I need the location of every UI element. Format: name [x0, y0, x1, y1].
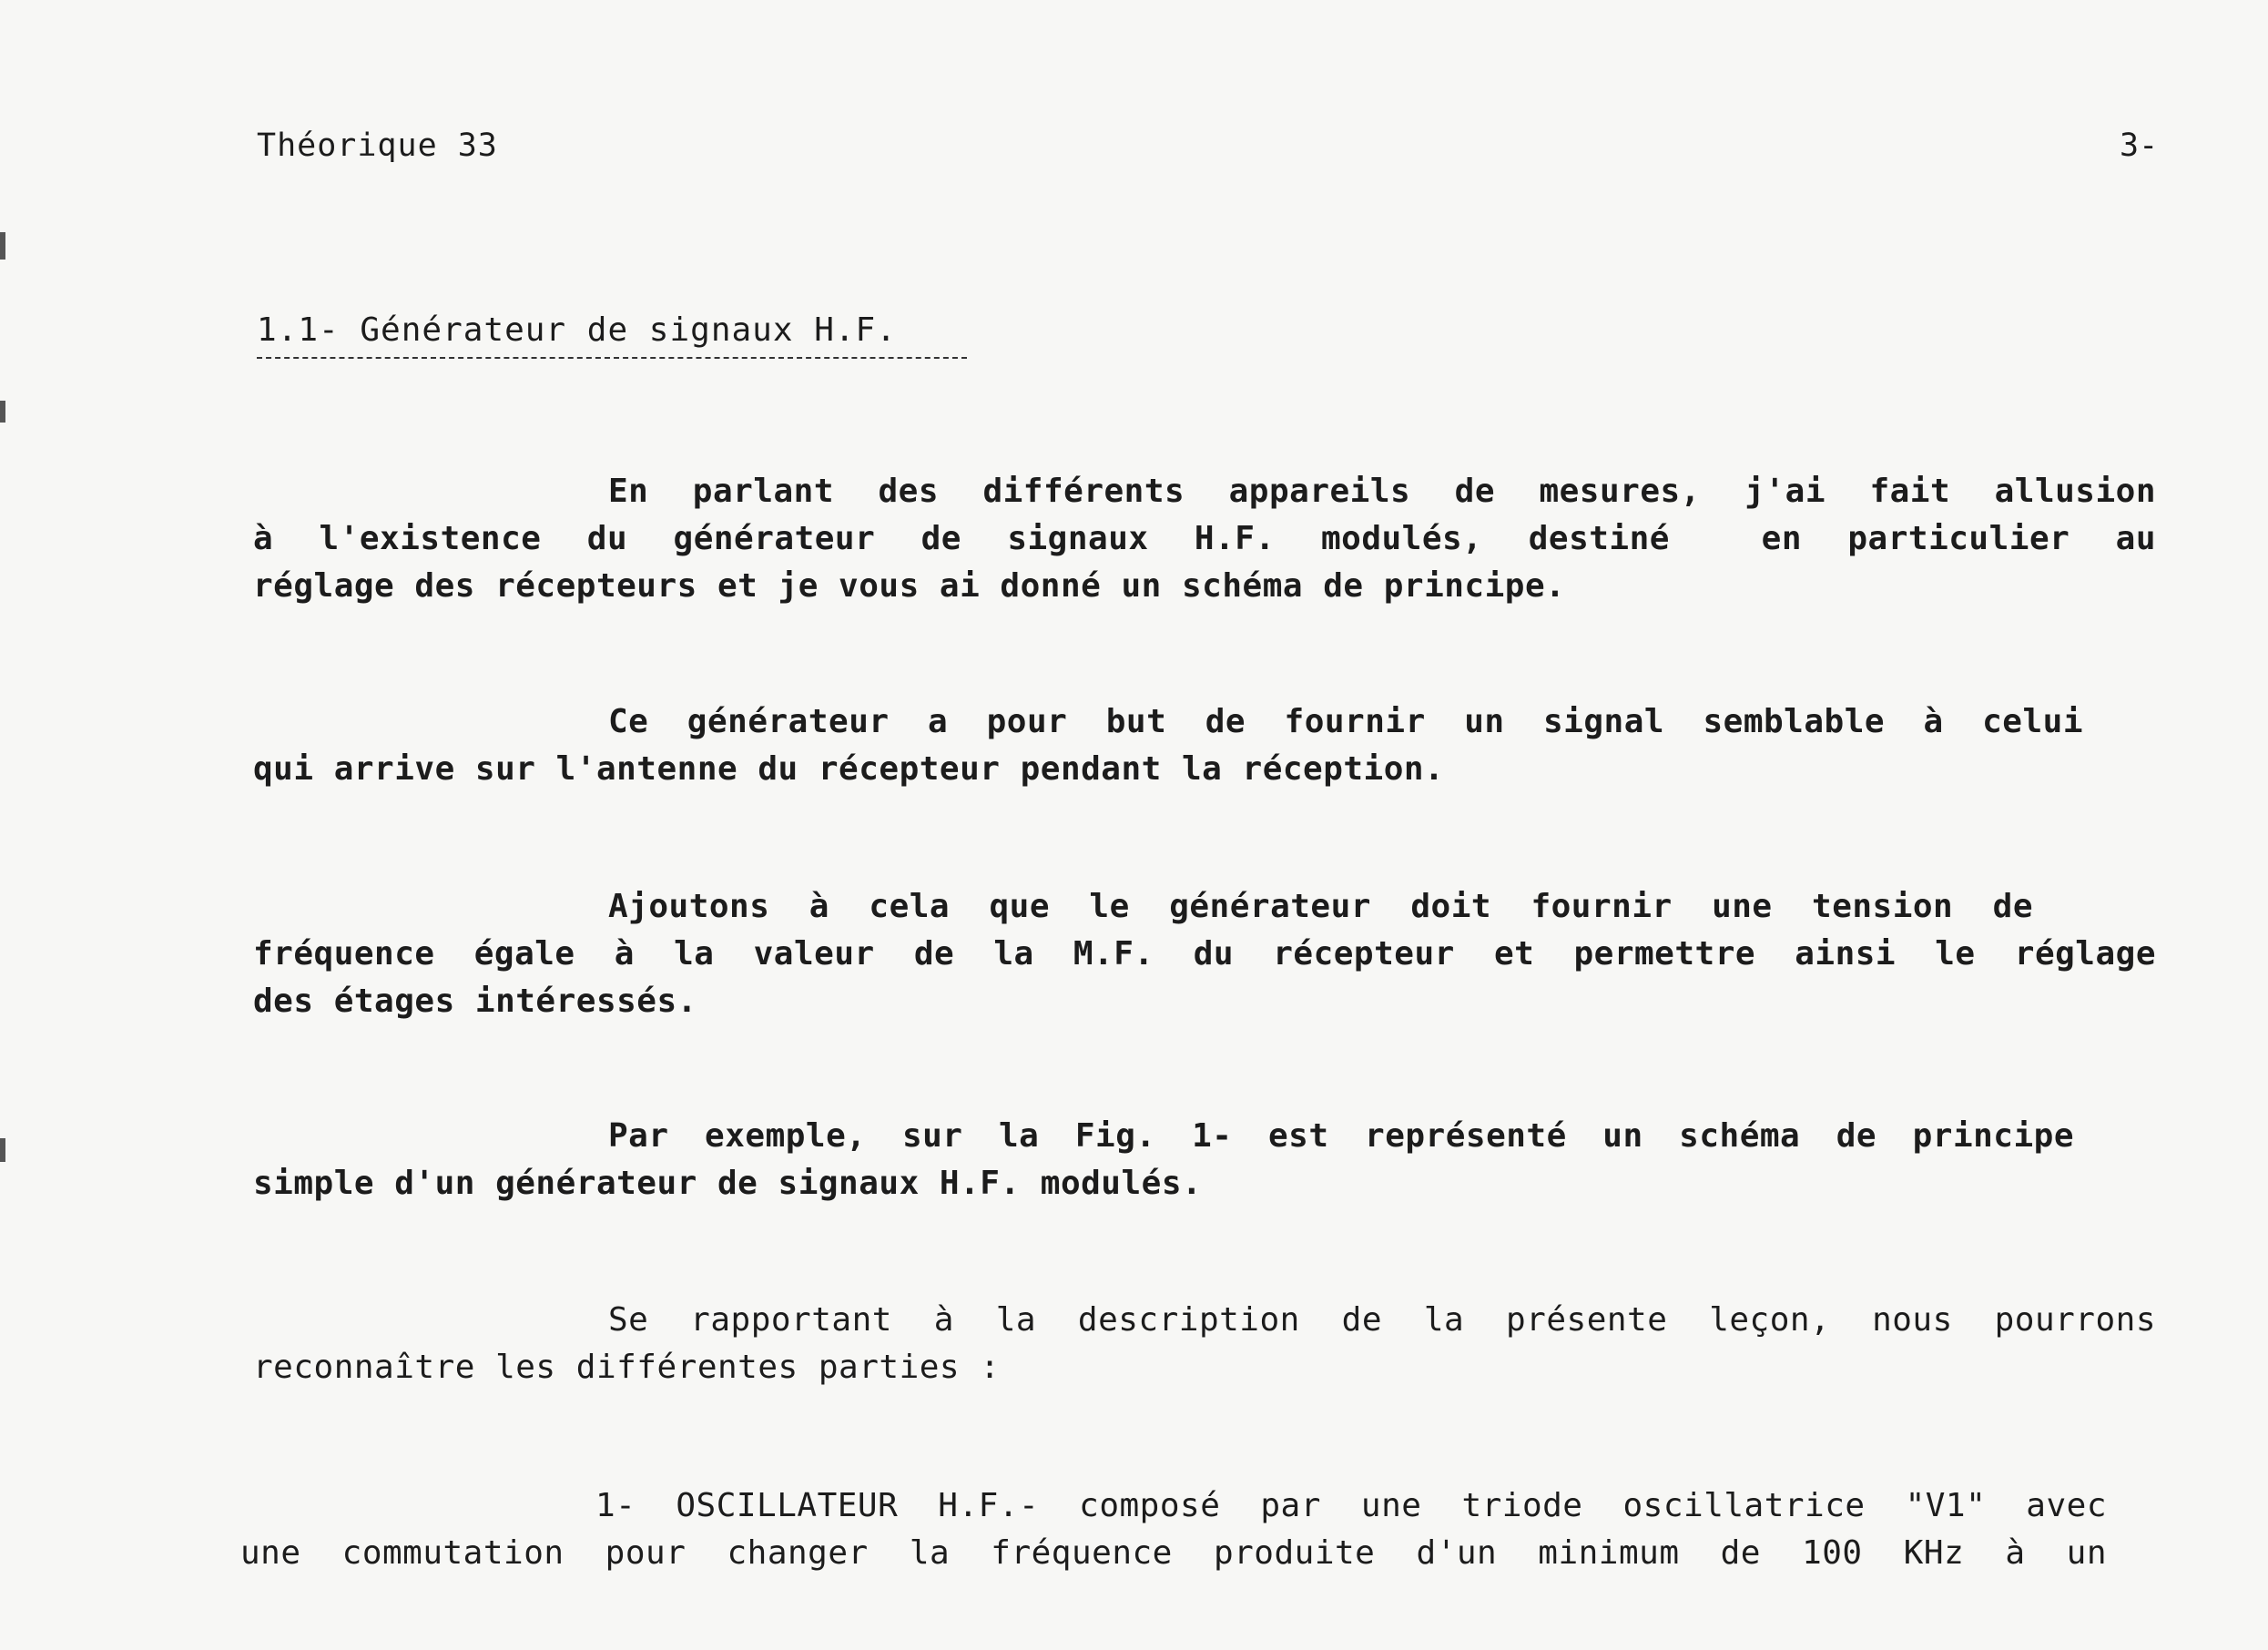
paragraph-line: à l'existence du générateur de signaux H.F. modulés, destiné en particulier au: [253, 520, 2156, 557]
paragraph-line: fréquence égale à la valeur de la M.F. du récepteur et permettre ainsi le réglage: [253, 935, 2156, 973]
paragraph-line: 1- OSCILLATEUR H.F.- composé par une triode oscillatrice "V1" avec: [595, 1487, 2107, 1524]
scan-edge-mark: [0, 401, 5, 423]
paragraph-line: qui arrive sur l'antenne du récepteur pendant la réception.: [253, 750, 1445, 788]
paragraph-line: des étages intéressés.: [253, 983, 697, 1020]
paragraph: [253, 698, 2156, 793]
section-heading-underline: [257, 357, 967, 359]
page-header-title: Théorique 33: [257, 127, 498, 164]
page-number: 3-: [2120, 127, 2159, 164]
scan-edge-mark: [0, 1138, 5, 1162]
paragraph-line: Se rapportant à la description de la présente leçon, nous pourrons: [608, 1301, 2156, 1339]
paragraph-line: une commutation pour changer la fréquence produite d'un minimum de 100 KHz à un: [240, 1534, 2107, 1572]
paragraph-line: Ce générateur a pour but de fournir un signal semblable à celui: [608, 703, 2083, 740]
paragraph-line: Ajoutons à cela que le générateur doit fournir une tension de: [608, 888, 2033, 925]
paragraph: [240, 1482, 2143, 1577]
section-heading: 1.1- Générateur de signaux H.F.: [257, 311, 897, 349]
paragraph-line: En parlant des différents appareils de mesures, j'ai fait allusion: [608, 473, 2156, 510]
paragraph-line: reconnaître les différentes parties :: [253, 1349, 1001, 1386]
paragraph-line: simple d'un générateur de signaux H.F. modulés.: [253, 1165, 1203, 1202]
paragraph-line: réglage des récepteurs et je vous ai donné un schéma de principe.: [253, 567, 1566, 605]
paragraph: [253, 1113, 2156, 1207]
paragraph: [253, 468, 2156, 610]
paragraph: [253, 883, 2156, 1025]
paragraph-line: Par exemple, sur la Fig. 1- est représenté un schéma de principe: [608, 1117, 2074, 1155]
paragraph: [253, 1297, 2156, 1391]
scan-edge-mark: [0, 232, 5, 260]
